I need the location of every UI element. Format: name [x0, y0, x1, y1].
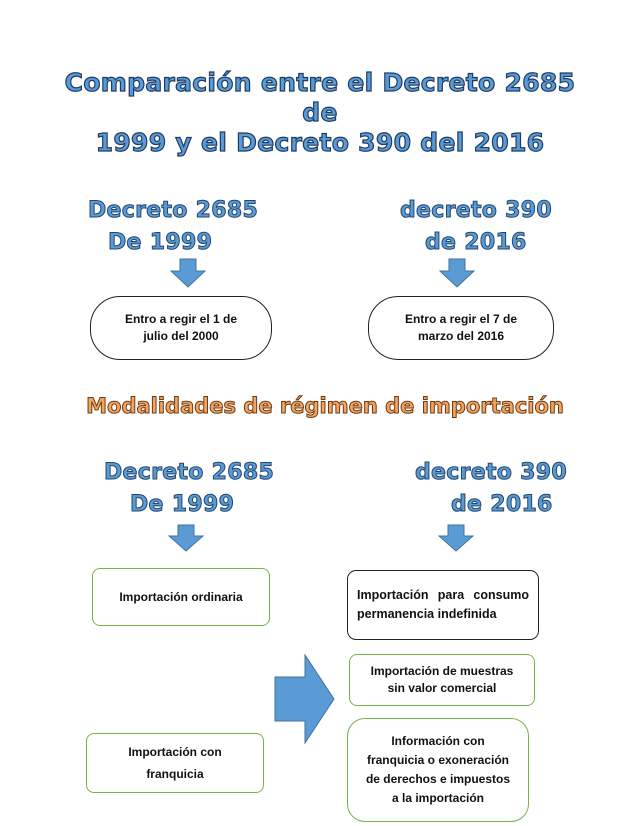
down-arrow-icon [170, 258, 206, 288]
right-modality-text-1: Importación para consumo permanencia indefinida [357, 588, 529, 621]
section-title: Modalidades de régimen de importación [86, 394, 564, 418]
down-arrow-icon [438, 524, 474, 552]
bottom-right-heading-line-1: decreto 390 [415, 460, 567, 485]
right-modality-box-3 [347, 718, 529, 822]
right-modality-text-3: Información con franquicia o exoneración de derechos e impuestos a la importación [365, 734, 511, 805]
top-right-heading-line-1: decreto 390 [400, 198, 552, 223]
top-left-date-text: Entro a regir el 1 de julio del 2000 [124, 312, 238, 343]
top-left-heading-line-1: Decreto 2685 [88, 198, 259, 223]
down-arrow-icon [439, 258, 475, 288]
left-modality-box-1 [92, 568, 270, 626]
top-right-heading-line-2: de 2016 [425, 230, 527, 255]
right-modality-text-2: Importación de muestras sin valor comercial [370, 664, 514, 695]
top-left-heading-line-2: De 1999 [108, 230, 213, 255]
page-title [60, 68, 580, 158]
bottom-left-heading-line-2: De 1999 [130, 492, 235, 517]
bottom-right-heading-line-2: de 2016 [451, 492, 553, 517]
title-line-1: Comparación entre el Decreto 2685 de [64, 68, 576, 127]
bottom-left-heading-line-1: Decreto 2685 [104, 460, 275, 485]
top-right-date-text: Entro a regir el 7 de marzo del 2016 [404, 312, 518, 343]
left-modality-text-2: Importación con franquicia [128, 745, 222, 781]
top-left-date-box [90, 296, 272, 360]
right-arrow-icon [274, 654, 336, 744]
left-modality-box-2 [86, 733, 264, 793]
top-right-date-box [368, 296, 554, 360]
right-modality-box-1 [347, 570, 539, 640]
left-modality-text-1: Importación ordinaria [119, 589, 243, 604]
down-arrow-icon [168, 524, 204, 552]
title-line-2: 1999 y el Decreto 390 del 2016 [95, 128, 545, 157]
right-modality-box-2 [349, 654, 535, 706]
